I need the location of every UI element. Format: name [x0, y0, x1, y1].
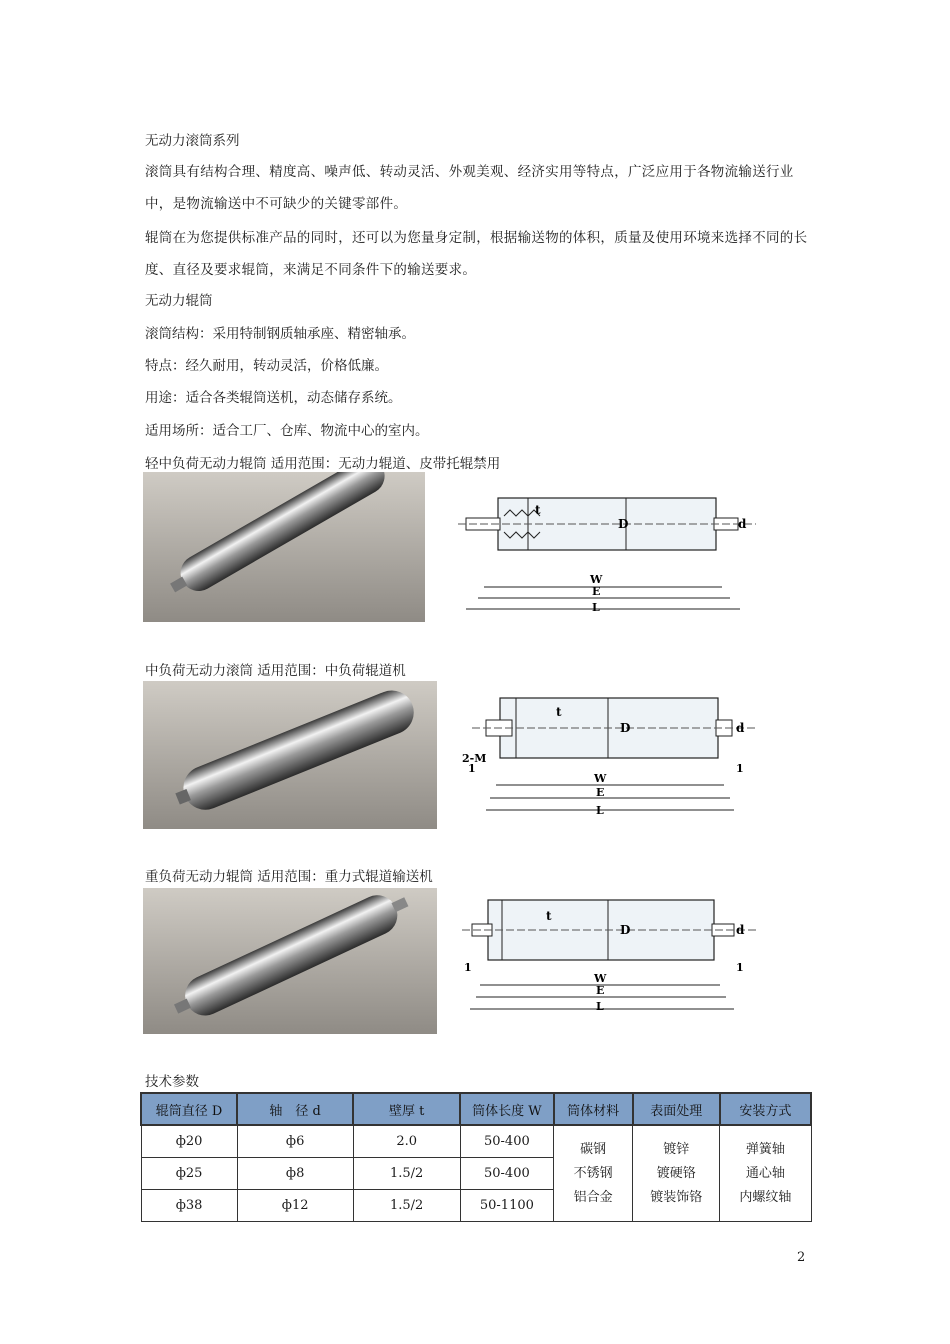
cell-wall: 2.0 [353, 1125, 460, 1158]
page-number: 2 [797, 1250, 806, 1265]
surface-decor-chrome: 镀装饰铬 [650, 1189, 703, 1205]
cell-wall: 1.5/2 [353, 1190, 460, 1222]
label-E: E [596, 786, 605, 799]
label-1-right: 1 [736, 961, 744, 974]
roller-structure: 滚筒结构：采用特制钢质轴承座、精密轴承。 [145, 326, 415, 342]
roller-photo-light [143, 472, 425, 622]
label-L: L [596, 1000, 604, 1013]
label-D: D [620, 923, 631, 937]
label-d: d [736, 721, 745, 735]
product-caption-medium: 中负荷无动力滚筒 适用范围：中负荷辊道机 [145, 663, 406, 679]
label-E: E [596, 984, 605, 997]
cell-surfaces [633, 1125, 720, 1222]
material-stainless: 不锈钢 [573, 1165, 613, 1181]
roller-photo-medium [143, 681, 437, 829]
label-1-left: 1 [464, 961, 472, 974]
surface-hard-chrome: 镀硬铬 [656, 1165, 696, 1181]
specs-table [140, 1092, 812, 1222]
label-D: D [620, 721, 631, 735]
mount-internal-thread: 内螺纹轴 [739, 1189, 792, 1205]
label-E: E [592, 585, 601, 598]
roller-photo-heavy [143, 888, 437, 1034]
cell-diameter: ф20 [141, 1125, 237, 1158]
label-t: t [556, 705, 562, 719]
cell-wall: 1.5/2 [353, 1158, 460, 1190]
cell-length: 50-400 [460, 1125, 553, 1158]
header-wall-thickness: 壁厚 t [353, 1093, 460, 1125]
roller-title: 无动力辊筒 [145, 293, 213, 309]
label-W: W [590, 573, 603, 586]
cell-diameter: ф25 [141, 1158, 237, 1190]
mount-spring-shaft: 弹簧轴 [745, 1141, 785, 1157]
surface-zinc: 镀锌 [663, 1141, 690, 1157]
cell-mounting [720, 1125, 811, 1222]
section-title: 无动力滚筒系列 [145, 133, 240, 149]
product-caption-light: 轻中负荷无动力辊筒 适用范围：无动力辊道、皮带托辊禁用 [145, 456, 501, 472]
roller-usage: 用途：适合各类辊筒送机，动态储存系统。 [145, 390, 402, 406]
header-roller-diameter: 辊筒直径 D [141, 1093, 237, 1125]
label-t: t [535, 503, 541, 517]
header-mounting: 安装方式 [720, 1093, 811, 1125]
label-1-left: 1 [468, 762, 476, 775]
label-L: L [592, 601, 600, 614]
roller-drawing-heavy [458, 890, 758, 1020]
roller-drawing-light [458, 480, 758, 620]
label-L: L [596, 804, 604, 817]
material-aluminum: 铝合金 [573, 1189, 613, 1205]
specs-title: 技术参数 [145, 1074, 199, 1090]
label-W: W [594, 772, 607, 785]
mount-through-shaft: 通心轴 [745, 1165, 785, 1181]
cell-materials [554, 1125, 633, 1222]
header-material: 筒体材料 [554, 1093, 633, 1125]
specs-header-row [141, 1093, 811, 1125]
table-row [141, 1125, 811, 1158]
roller-drawing-medium [458, 688, 758, 828]
product-caption-heavy: 重负荷无动力辊筒 适用范围：重力式辊道输送机 [145, 869, 433, 885]
header-tube-length: 筒体长度 W [460, 1093, 553, 1125]
label-W: W [594, 972, 607, 985]
label-d: d [736, 923, 745, 937]
label-2M: 2-M [462, 752, 487, 765]
label-d: d [738, 517, 747, 531]
header-shaft-diameter: 轴 径 d [237, 1093, 353, 1125]
intro-paragraph-1: 滚筒具有结构合理、精度高、噪声低、转动灵活、外观美观、经济实用等特点，广泛应用于各物流输送行业中，是物流输送中不可缺少的关键零部件。 [145, 164, 794, 212]
roller-places: 适用场所：适合工厂、仓库、物流中心的室内。 [145, 423, 429, 439]
cell-diameter: ф38 [141, 1190, 237, 1222]
header-surface: 表面处理 [633, 1093, 720, 1125]
label-t: t [546, 909, 552, 923]
label-1-right: 1 [736, 762, 744, 775]
material-carbon-steel: 碳钢 [580, 1141, 607, 1157]
roller-features: 特点：经久耐用，转动灵活，价格低廉。 [145, 358, 388, 374]
cell-shaft: ф6 [237, 1125, 353, 1158]
cell-length: 50-1100 [460, 1190, 553, 1222]
cell-length: 50-400 [460, 1158, 553, 1190]
label-D: D [618, 517, 629, 531]
cell-shaft: ф8 [237, 1158, 353, 1190]
intro-paragraph-2: 辊筒在为您提供标准产品的同时，还可以为您量身定制，根据输送物的体积，质量及使用环境来选择不同的长度、直径及要求辊筒，来满足不同条件下的输送要求。 [145, 230, 808, 278]
cell-shaft: ф12 [237, 1190, 353, 1222]
